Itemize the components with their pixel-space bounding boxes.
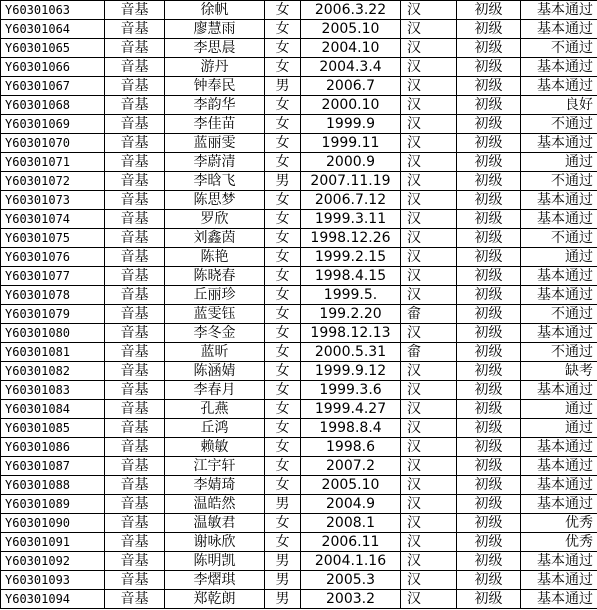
candidate-id-cell: Y60301085	[1, 419, 105, 438]
student-name-cell: 李蔚清	[165, 153, 265, 172]
student-name-cell: 陈艳	[165, 248, 265, 267]
table-row	[1, 286, 597, 305]
birth-date-cell: 2000.10	[301, 96, 401, 115]
candidate-id-cell: Y60301072	[1, 172, 105, 191]
birth-date-cell: 1999.4.27	[301, 400, 401, 419]
subject-cell: 音基	[105, 267, 165, 286]
birth-date-cell: 1998.4.15	[301, 267, 401, 286]
gender-cell: 女	[265, 514, 301, 533]
table-body	[1, 1, 597, 609]
gender-cell: 女	[265, 210, 301, 229]
level-cell: 初级	[457, 476, 521, 495]
table-row	[1, 400, 597, 419]
ethnicity-cell: 汉	[401, 571, 457, 590]
result-cell: 基本通过	[521, 324, 597, 343]
subject-cell: 音基	[105, 115, 165, 134]
student-name-cell: 蓝雯钰	[165, 305, 265, 324]
level-cell: 初级	[457, 267, 521, 286]
level-cell: 初级	[457, 495, 521, 514]
student-name-cell: 蓝昕	[165, 343, 265, 362]
subject-cell: 音基	[105, 419, 165, 438]
birth-date-cell: 1999.5.	[301, 286, 401, 305]
gender-cell: 女	[265, 343, 301, 362]
result-cell: 通过	[521, 400, 597, 419]
ethnicity-cell: 汉	[401, 267, 457, 286]
subject-cell: 音基	[105, 96, 165, 115]
result-cell: 基本通过	[521, 495, 597, 514]
ethnicity-cell: 汉	[401, 172, 457, 191]
gender-cell: 女	[265, 191, 301, 210]
gender-cell: 女	[265, 438, 301, 457]
candidate-id-cell: Y60301075	[1, 229, 105, 248]
candidate-id-cell: Y60301065	[1, 39, 105, 58]
candidate-id-cell: Y60301079	[1, 305, 105, 324]
table-row	[1, 134, 597, 153]
subject-cell: 音基	[105, 172, 165, 191]
candidate-id-cell: Y60301086	[1, 438, 105, 457]
table-row	[1, 305, 597, 324]
table-row	[1, 229, 597, 248]
level-cell: 初级	[457, 438, 521, 457]
ethnicity-cell: 汉	[401, 210, 457, 229]
gender-cell: 女	[265, 457, 301, 476]
result-cell: 基本通过	[521, 590, 597, 609]
table-row	[1, 1, 597, 20]
table-row	[1, 210, 597, 229]
table-row	[1, 324, 597, 343]
result-cell: 通过	[521, 248, 597, 267]
birth-date-cell: 1999.9	[301, 115, 401, 134]
birth-date-cell: 2008.1	[301, 514, 401, 533]
result-cell: 基本通过	[521, 20, 597, 39]
student-name-cell: 李思晨	[165, 39, 265, 58]
ethnicity-cell: 汉	[401, 362, 457, 381]
result-cell: 良好	[521, 96, 597, 115]
candidate-id-cell: Y60301089	[1, 495, 105, 514]
candidate-id-cell: Y60301090	[1, 514, 105, 533]
level-cell: 初级	[457, 1, 521, 20]
birth-date-cell: 2004.10	[301, 39, 401, 58]
result-cell: 不通过	[521, 343, 597, 362]
result-cell: 优秀	[521, 514, 597, 533]
level-cell: 初级	[457, 457, 521, 476]
gender-cell: 男	[265, 495, 301, 514]
level-cell: 初级	[457, 571, 521, 590]
subject-cell: 音基	[105, 286, 165, 305]
level-cell: 初级	[457, 324, 521, 343]
birth-date-cell: 2000.9	[301, 153, 401, 172]
result-cell: 基本通过	[521, 552, 597, 571]
table-row	[1, 343, 597, 362]
birth-date-cell: 1998.12.13	[301, 324, 401, 343]
table-row	[1, 248, 597, 267]
subject-cell: 音基	[105, 248, 165, 267]
subject-cell: 音基	[105, 20, 165, 39]
birth-date-cell: 1999.11	[301, 134, 401, 153]
student-name-cell: 廖慧雨	[165, 20, 265, 39]
table-row	[1, 20, 597, 39]
candidate-id-cell: Y60301076	[1, 248, 105, 267]
result-cell: 不通过	[521, 115, 597, 134]
ethnicity-cell: 汉	[401, 20, 457, 39]
student-name-cell: 丘丽珍	[165, 286, 265, 305]
ethnicity-cell: 汉	[401, 229, 457, 248]
subject-cell: 音基	[105, 457, 165, 476]
gender-cell: 女	[265, 419, 301, 438]
candidate-id-cell: Y60301087	[1, 457, 105, 476]
student-name-cell: 李春月	[165, 381, 265, 400]
ethnicity-cell: 畲	[401, 343, 457, 362]
birth-date-cell: 1998.12.26	[301, 229, 401, 248]
level-cell: 初级	[457, 191, 521, 210]
candidate-id-cell: Y60301066	[1, 58, 105, 77]
subject-cell: 音基	[105, 1, 165, 20]
result-cell: 通过	[521, 153, 597, 172]
subject-cell: 音基	[105, 438, 165, 457]
gender-cell: 女	[265, 533, 301, 552]
birth-date-cell: 2007.11.19	[301, 172, 401, 191]
gender-cell: 女	[265, 381, 301, 400]
ethnicity-cell: 汉	[401, 552, 457, 571]
candidate-id-cell: Y60301069	[1, 115, 105, 134]
subject-cell: 音基	[105, 343, 165, 362]
ethnicity-cell: 汉	[401, 476, 457, 495]
ethnicity-cell: 汉	[401, 514, 457, 533]
student-name-cell: 江宇轩	[165, 457, 265, 476]
result-cell: 基本通过	[521, 381, 597, 400]
gender-cell: 女	[265, 400, 301, 419]
birth-date-cell: 2006.11	[301, 533, 401, 552]
student-name-cell: 郑乾朗	[165, 590, 265, 609]
candidate-id-cell: Y60301092	[1, 552, 105, 571]
subject-cell: 音基	[105, 590, 165, 609]
candidate-id-cell: Y60301073	[1, 191, 105, 210]
ethnicity-cell: 汉	[401, 419, 457, 438]
table-row	[1, 153, 597, 172]
ethnicity-cell: 汉	[401, 134, 457, 153]
birth-date-cell: 1999.3.11	[301, 210, 401, 229]
level-cell: 初级	[457, 343, 521, 362]
level-cell: 初级	[457, 153, 521, 172]
gender-cell: 女	[265, 20, 301, 39]
candidate-id-cell: Y60301064	[1, 20, 105, 39]
level-cell: 初级	[457, 77, 521, 96]
student-name-cell: 刘鑫茵	[165, 229, 265, 248]
birth-date-cell: 2003.2	[301, 590, 401, 609]
birth-date-cell: 1998.6	[301, 438, 401, 457]
student-name-cell: 李熠琪	[165, 571, 265, 590]
gender-cell: 女	[265, 1, 301, 20]
ethnicity-cell: 汉	[401, 191, 457, 210]
birth-date-cell: 1999.2.15	[301, 248, 401, 267]
student-name-cell: 温敏君	[165, 514, 265, 533]
candidate-id-cell: Y60301070	[1, 134, 105, 153]
ethnicity-cell: 汉	[401, 153, 457, 172]
ethnicity-cell: 汉	[401, 58, 457, 77]
result-cell: 基本通过	[521, 476, 597, 495]
birth-date-cell: 1998.8.4	[301, 419, 401, 438]
student-name-cell: 李婧琦	[165, 476, 265, 495]
ethnicity-cell: 汉	[401, 400, 457, 419]
gender-cell: 男	[265, 77, 301, 96]
student-name-cell: 钟奉民	[165, 77, 265, 96]
subject-cell: 音基	[105, 533, 165, 552]
candidate-id-cell: Y60301081	[1, 343, 105, 362]
gender-cell: 女	[265, 39, 301, 58]
table-row	[1, 58, 597, 77]
candidate-id-cell: Y60301077	[1, 267, 105, 286]
table-row	[1, 419, 597, 438]
student-name-cell: 丘鸿	[165, 419, 265, 438]
gender-cell: 女	[265, 153, 301, 172]
result-cell: 基本通过	[521, 438, 597, 457]
result-cell: 基本通过	[521, 457, 597, 476]
student-name-cell: 陈晓春	[165, 267, 265, 286]
result-cell: 基本通过	[521, 286, 597, 305]
table-row	[1, 267, 597, 286]
birth-date-cell: 1999.9.12	[301, 362, 401, 381]
level-cell: 初级	[457, 134, 521, 153]
subject-cell: 音基	[105, 210, 165, 229]
student-name-cell: 温皓然	[165, 495, 265, 514]
ethnicity-cell: 汉	[401, 381, 457, 400]
ethnicity-cell: 汉	[401, 457, 457, 476]
table-row	[1, 590, 597, 609]
level-cell: 初级	[457, 210, 521, 229]
candidate-id-cell: Y60301094	[1, 590, 105, 609]
subject-cell: 音基	[105, 191, 165, 210]
ethnicity-cell: 畲	[401, 305, 457, 324]
student-name-cell: 陈思梦	[165, 191, 265, 210]
level-cell: 初级	[457, 96, 521, 115]
table-row	[1, 77, 597, 96]
result-cell: 缺考	[521, 362, 597, 381]
gender-cell: 女	[265, 134, 301, 153]
table-row	[1, 172, 597, 191]
gender-cell: 女	[265, 267, 301, 286]
birth-date-cell: 2005.10	[301, 20, 401, 39]
level-cell: 初级	[457, 20, 521, 39]
student-name-cell: 谢咏欣	[165, 533, 265, 552]
table-row	[1, 495, 597, 514]
gender-cell: 女	[265, 286, 301, 305]
candidate-id-cell: Y60301063	[1, 1, 105, 20]
subject-cell: 音基	[105, 476, 165, 495]
birth-date-cell: 2006.7.12	[301, 191, 401, 210]
birth-date-cell: 199.2.20	[301, 305, 401, 324]
level-cell: 初级	[457, 305, 521, 324]
candidate-id-cell: Y60301082	[1, 362, 105, 381]
result-cell: 基本通过	[521, 267, 597, 286]
level-cell: 初级	[457, 590, 521, 609]
table-row	[1, 191, 597, 210]
gender-cell: 男	[265, 172, 301, 191]
ethnicity-cell: 汉	[401, 438, 457, 457]
table-row	[1, 514, 597, 533]
student-name-cell: 李佳苗	[165, 115, 265, 134]
candidate-id-cell: Y60301093	[1, 571, 105, 590]
ethnicity-cell: 汉	[401, 115, 457, 134]
result-cell: 基本通过	[521, 210, 597, 229]
level-cell: 初级	[457, 286, 521, 305]
table-row	[1, 476, 597, 495]
student-name-cell: 李韵华	[165, 96, 265, 115]
level-cell: 初级	[457, 229, 521, 248]
candidate-id-cell: Y60301074	[1, 210, 105, 229]
result-cell: 通过	[521, 419, 597, 438]
candidate-id-cell: Y60301068	[1, 96, 105, 115]
level-cell: 初级	[457, 362, 521, 381]
table-row	[1, 39, 597, 58]
gender-cell: 女	[265, 96, 301, 115]
level-cell: 初级	[457, 39, 521, 58]
gender-cell: 女	[265, 324, 301, 343]
birth-date-cell: 2004.3.4	[301, 58, 401, 77]
ethnicity-cell: 汉	[401, 286, 457, 305]
result-cell: 基本通过	[521, 571, 597, 590]
gender-cell: 男	[265, 571, 301, 590]
subject-cell: 音基	[105, 552, 165, 571]
subject-cell: 音基	[105, 362, 165, 381]
subject-cell: 音基	[105, 305, 165, 324]
table-row	[1, 438, 597, 457]
subject-cell: 音基	[105, 77, 165, 96]
birth-date-cell: 2005.3	[301, 571, 401, 590]
table-row	[1, 457, 597, 476]
candidate-id-cell: Y60301078	[1, 286, 105, 305]
ethnicity-cell: 汉	[401, 533, 457, 552]
table-row	[1, 533, 597, 552]
level-cell: 初级	[457, 400, 521, 419]
student-name-cell: 孔燕	[165, 400, 265, 419]
birth-date-cell: 2004.9	[301, 495, 401, 514]
student-name-cell: 罗欣	[165, 210, 265, 229]
subject-cell: 音基	[105, 153, 165, 172]
candidate-id-cell: Y60301084	[1, 400, 105, 419]
ethnicity-cell: 汉	[401, 590, 457, 609]
level-cell: 初级	[457, 115, 521, 134]
gender-cell: 女	[265, 229, 301, 248]
ethnicity-cell: 汉	[401, 1, 457, 20]
table-row	[1, 362, 597, 381]
result-cell: 不通过	[521, 39, 597, 58]
table-row	[1, 115, 597, 134]
ethnicity-cell: 汉	[401, 324, 457, 343]
subject-cell: 音基	[105, 324, 165, 343]
level-cell: 初级	[457, 381, 521, 400]
ethnicity-cell: 汉	[401, 96, 457, 115]
candidate-id-cell: Y60301083	[1, 381, 105, 400]
table-row	[1, 552, 597, 571]
result-cell: 基本通过	[521, 58, 597, 77]
student-name-cell: 李冬金	[165, 324, 265, 343]
result-cell: 基本通过	[521, 1, 597, 20]
student-name-cell: 赖敏	[165, 438, 265, 457]
ethnicity-cell: 汉	[401, 77, 457, 96]
birth-date-cell: 2005.10	[301, 476, 401, 495]
gender-cell: 女	[265, 362, 301, 381]
candidate-id-cell: Y60301071	[1, 153, 105, 172]
table-row	[1, 381, 597, 400]
gender-cell: 女	[265, 476, 301, 495]
ethnicity-cell: 汉	[401, 248, 457, 267]
candidate-id-cell: Y60301080	[1, 324, 105, 343]
subject-cell: 音基	[105, 381, 165, 400]
result-cell: 基本通过	[521, 77, 597, 96]
result-cell: 基本通过	[521, 191, 597, 210]
result-cell: 不通过	[521, 172, 597, 191]
subject-cell: 音基	[105, 571, 165, 590]
gender-cell: 女	[265, 115, 301, 134]
ethnicity-cell: 汉	[401, 39, 457, 58]
gender-cell: 男	[265, 590, 301, 609]
subject-cell: 音基	[105, 229, 165, 248]
table-row	[1, 96, 597, 115]
student-name-cell: 徐帆	[165, 1, 265, 20]
birth-date-cell: 2006.7	[301, 77, 401, 96]
level-cell: 初级	[457, 172, 521, 191]
subject-cell: 音基	[105, 39, 165, 58]
candidate-id-cell: Y60301088	[1, 476, 105, 495]
student-name-cell: 陈明凯	[165, 552, 265, 571]
student-name-cell: 蓝丽雯	[165, 134, 265, 153]
gender-cell: 女	[265, 58, 301, 77]
result-cell: 基本通过	[521, 134, 597, 153]
level-cell: 初级	[457, 533, 521, 552]
level-cell: 初级	[457, 419, 521, 438]
student-name-cell: 陈涵婧	[165, 362, 265, 381]
level-cell: 初级	[457, 514, 521, 533]
student-name-cell: 李晗飞	[165, 172, 265, 191]
birth-date-cell: 2007.2	[301, 457, 401, 476]
result-cell: 不通过	[521, 305, 597, 324]
level-cell: 初级	[457, 248, 521, 267]
candidate-id-cell: Y60301067	[1, 77, 105, 96]
subject-cell: 音基	[105, 495, 165, 514]
subject-cell: 音基	[105, 58, 165, 77]
gender-cell: 男	[265, 552, 301, 571]
result-cell: 优秀	[521, 533, 597, 552]
subject-cell: 音基	[105, 134, 165, 153]
level-cell: 初级	[457, 58, 521, 77]
gender-cell: 女	[265, 248, 301, 267]
subject-cell: 音基	[105, 400, 165, 419]
result-cell: 不通过	[521, 229, 597, 248]
subject-cell: 音基	[105, 514, 165, 533]
candidate-id-cell: Y60301091	[1, 533, 105, 552]
birth-date-cell: 2006.3.22	[301, 1, 401, 20]
student-name-cell: 游丹	[165, 58, 265, 77]
ethnicity-cell: 汉	[401, 495, 457, 514]
gender-cell: 女	[265, 305, 301, 324]
level-cell: 初级	[457, 552, 521, 571]
birth-date-cell: 1999.3.6	[301, 381, 401, 400]
birth-date-cell: 2000.5.31	[301, 343, 401, 362]
birth-date-cell: 2004.1.16	[301, 552, 401, 571]
table-row	[1, 571, 597, 590]
